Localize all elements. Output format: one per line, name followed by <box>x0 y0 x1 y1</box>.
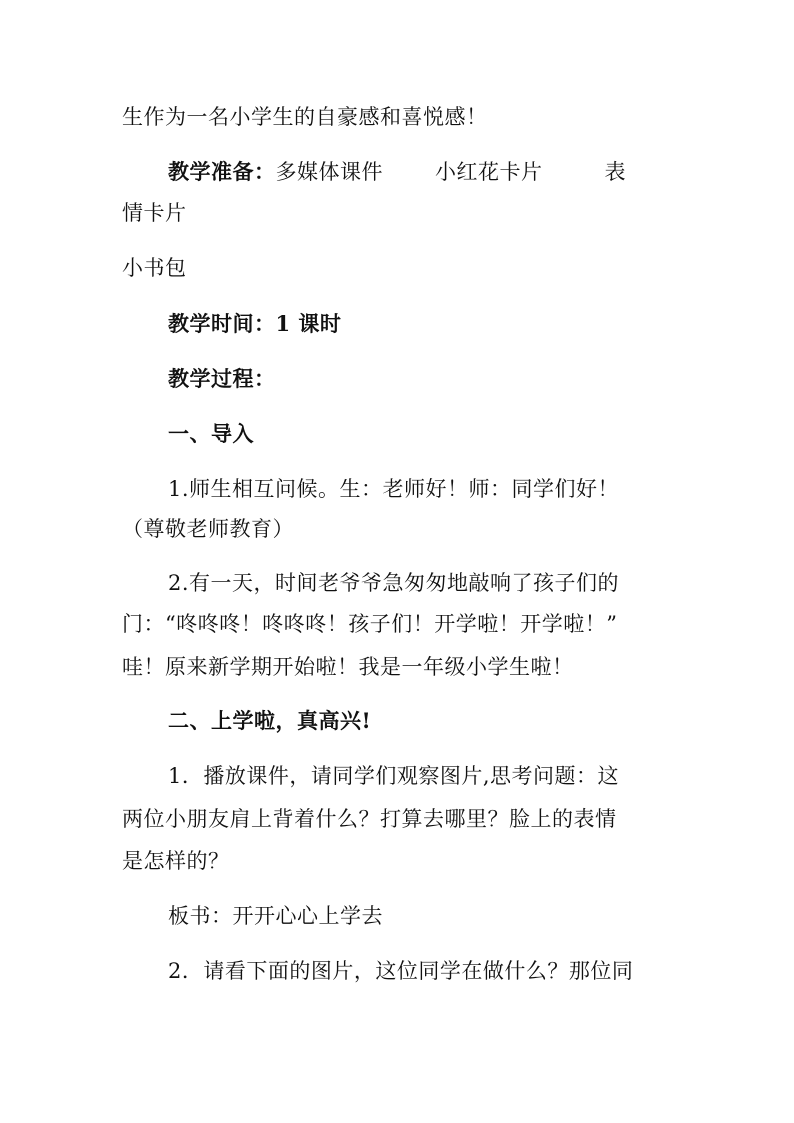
time-value: 1 课时 <box>275 311 342 336</box>
teaching-preparation <box>168 157 728 187</box>
paragraph-line: 情卡片 <box>122 201 187 225</box>
paragraph-line: 2.有一天，时间老爷爷急匆匆地敲响了孩子们的 <box>168 571 620 595</box>
paragraph-line: （尊敬老师教育） <box>122 517 294 541</box>
blackboard-note: 板书：开开心心上学去 <box>168 904 383 928</box>
preparation-item: 多媒体课件 <box>275 160 383 184</box>
section-heading: 一、导入 <box>168 421 254 446</box>
section-heading: 二、上学啦，真高兴! <box>168 708 372 733</box>
paragraph-line: 是怎样的？ <box>122 849 230 873</box>
paragraph-line: 小书包 <box>122 256 187 280</box>
process-heading: 教学过程： <box>168 366 276 391</box>
paragraph-line: 1.师生相互问候。生：老师好！师：同学们好！ <box>168 477 620 501</box>
preparation-label: 教学准备： <box>168 159 276 184</box>
paragraph-line: 哇！原来新学期开始啦！我是一年级小学生啦！ <box>122 655 574 679</box>
time-label: 教学时间： <box>168 311 276 336</box>
paragraph-line: 2．请看下面的图片，这位同学在做什么？那位同 <box>168 959 634 983</box>
paragraph-line: 门：“咚咚咚！咚咚咚！孩子们！开学啦！开学啦！” <box>122 612 618 636</box>
preparation-item: 表 <box>604 160 626 184</box>
paragraph-line: 1．播放课件，请同学们观察图片,思考问题：这 <box>168 764 620 788</box>
preparation-item: 小红花卡片 <box>435 160 543 184</box>
teaching-time <box>168 309 728 339</box>
paragraph-line: 两位小朋友肩上背着什么？打算去哪里？脸上的表情 <box>122 807 617 831</box>
paragraph-line: 生作为一名小学生的自豪感和喜悦感！ <box>122 105 488 129</box>
